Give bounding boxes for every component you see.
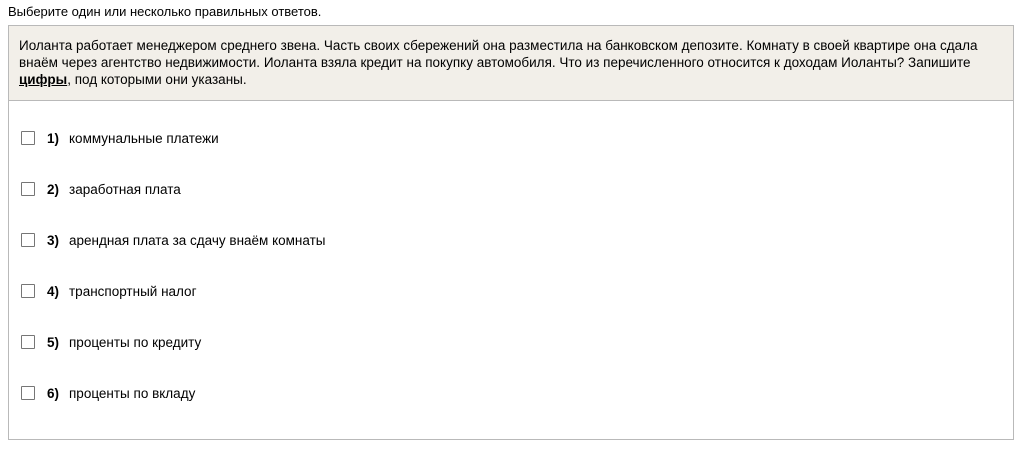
- answer-checkbox-1[interactable]: [21, 131, 35, 145]
- list-item[interactable]: [9, 274, 1013, 308]
- list-item[interactable]: [9, 172, 1013, 206]
- answer-number: 3): [47, 232, 60, 248]
- answer-number: 6): [47, 385, 60, 401]
- answer-label: проценты по кредиту: [69, 334, 202, 350]
- list-item[interactable]: [9, 376, 1013, 410]
- answer-checkbox-5[interactable]: [21, 335, 35, 349]
- answer-checkbox-2[interactable]: [21, 182, 35, 196]
- question-text-part2: , под которыми они указаны.: [67, 72, 247, 87]
- answer-label: транспортный налог: [69, 283, 197, 299]
- answers-list: [8, 100, 1014, 440]
- question-box: [8, 25, 1014, 100]
- list-item[interactable]: [9, 121, 1013, 155]
- answer-number: 5): [47, 334, 60, 350]
- answer-checkbox-4[interactable]: [21, 284, 35, 298]
- answer-label: арендная плата за сдачу внаём комнаты: [69, 232, 326, 248]
- answer-label: проценты по вкладу: [69, 385, 196, 401]
- list-item[interactable]: [9, 223, 1013, 257]
- answer-label: коммунальные платежи: [69, 130, 219, 146]
- answer-label: заработная плата: [69, 181, 181, 197]
- answer-number: 1): [47, 130, 60, 146]
- question-text-part1: Иоланта работает менеджером среднего звена. Часть своих сбережений она разместила на банковском депозите. Комнату в своей квартире она сдала внаём через агентство недвижимости. Иоланта взяла кредит на покупку автомобиля. Что из перечисленного относится к доходам Иоланты? Запишите: [19, 38, 978, 70]
- answer-checkbox-6[interactable]: [21, 386, 35, 400]
- list-item[interactable]: [9, 325, 1013, 359]
- question-text: [9, 26, 1013, 100]
- instruction-text: Выберите один или несколько правильных ответов.: [8, 4, 322, 19]
- answer-number: 2): [47, 181, 60, 197]
- answer-number: 4): [47, 283, 60, 299]
- answer-checkbox-3[interactable]: [21, 233, 35, 247]
- question-text-highlight: цифры: [19, 72, 68, 87]
